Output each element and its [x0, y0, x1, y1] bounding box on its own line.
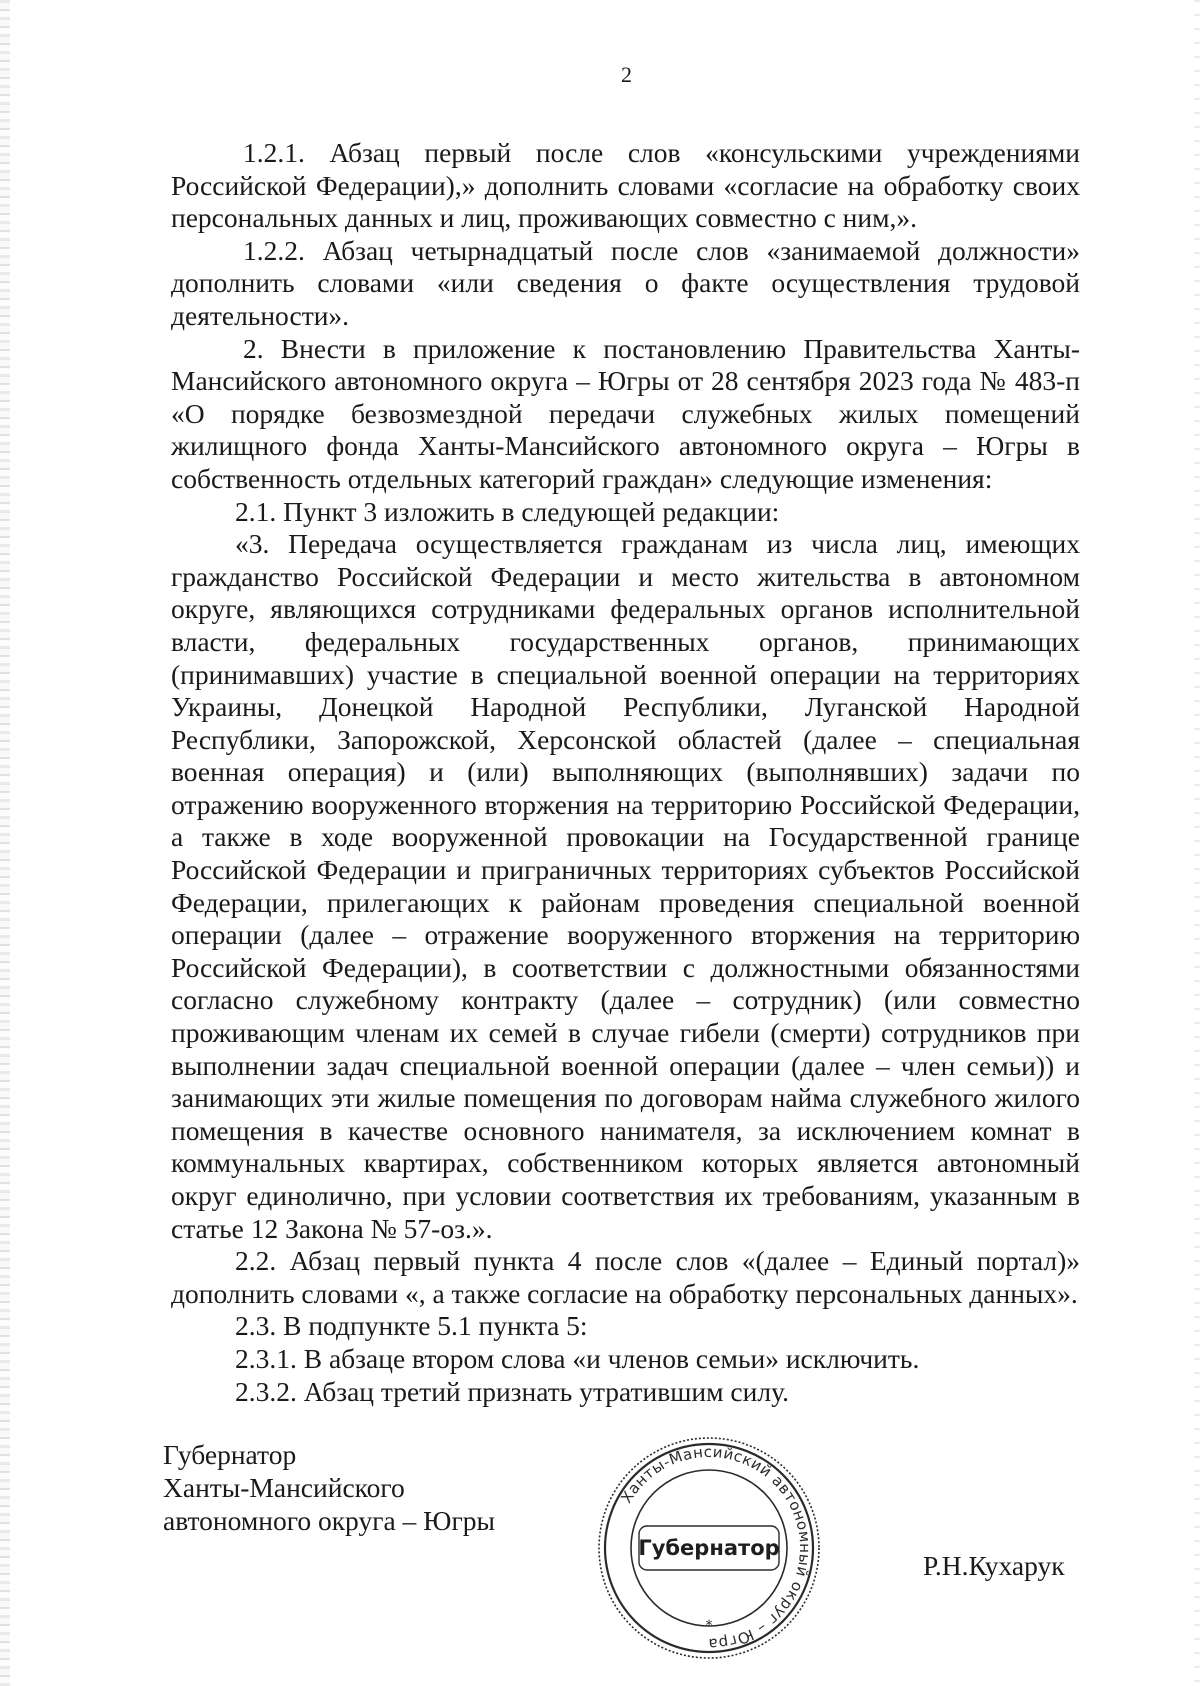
paragraph-1-2-1: 1.2.1. Абзац первый после слов «консульскими учреждениями Российской Федерации),» дополнить словами «согласие на обработку своих персональных данных и лиц, проживающих совместно с ним,». [171, 137, 1080, 234]
paragraph-2-3-1: 2.3.1. В абзаце втором слова «и членов семьи» исключить. [235, 1342, 920, 1374]
stamp-seal-icon [593, 1432, 825, 1664]
paragraph-2-1: 2.1. Пункт 3 изложить в следующей редакции: [235, 495, 780, 527]
stamp-ring-text: Ханты-Мансийский автономный округ – Югра [617, 1442, 815, 1654]
signature-block [163, 1438, 1123, 1658]
position-line: Ханты-Мансийского [163, 1472, 405, 1503]
svg-text:*: * [705, 1618, 713, 1634]
paragraph-2-3: 2.3. В подпункте 5.1 пункта 5: [235, 1310, 588, 1342]
position-line: автономного округа – Югры [163, 1505, 495, 1536]
paragraph-2-2: 2.2. Абзац первый пункта 4 после слов «(далее – Единый портал)» дополнить словами «, а также согласие на обработку персональных данных». [171, 1245, 1080, 1309]
signatory-position [163, 1438, 495, 1537]
paragraph-1-2-2: 1.2.2. Абзац четырнадцатый после слов «занимаемой должности» дополнить словами «или сведения о факте осуществления трудовой деятельности». [171, 234, 1080, 331]
paragraph-2-3-2: 2.3.2. Абзац третий признать утратившим силу. [235, 1375, 789, 1407]
page-number: 2 [621, 62, 632, 87]
paragraph-2: 2. Внести в приложение к постановлению Правительства Ханты-Мансийского автономного округа – Югры от 28 сентября 2023 года № 483-п «О порядке безвозмездной передачи служебных жилых помещений жилищного фонда Ханты-Мансийского автономного округа – Югры в собственность отдельных категорий граждан» следующие изменения: [171, 332, 1080, 494]
document-body [171, 137, 1080, 1408]
scan-edge-right [1194, 0, 1200, 1686]
position-line: Губернатор [163, 1439, 297, 1470]
paragraph-point-3: «3. Передача осуществляется гражданам из числа лиц, имеющих гражданство Российской Федерации и место жительства в автономном округе, являющихся сотрудниками федеральных органов исполнительной власти, федеральных государственных органов, принимающих (принимавших) участие в специальной военной операции на территориях Украины, Донецкой Народной Республики, Луганской Народной Республики, Запорожской, Херсонской областей (далее – специальная военная операция) и (или) выполняющих (выполнявших) задачи по отражению вооруженного вторжения на территорию Российской Федерации, а также в ходе вооруженной провокации на Государственной границе Российской Федерации и приграничных территориях субъектов Российской Федерации, прилегающих к районам проведения специальной военной операции (далее – отражение вооруженного вторжения на территорию Российской Федерации), в соответствии с должностными обязанностями согласно служебному контракту (далее – сотрудник) (или совместно проживающим членам их семей в случае гибели (смерти) сотрудников при выполнении задач специальной военной операции (далее – член семьи)) и занимающих эти жилые помещения по договорам найма служебного жилого помещения в качестве основного нанимателя, за исключением комнат в коммунальных квартирах, собственником которых является автономный округ единолично, при условии соответствия их требованиям, указанным в статье 12 Закона № 57-оз.». [171, 528, 1080, 1244]
scan-edge-left [0, 0, 10, 1686]
stamp-center-text: Губернатор [638, 1536, 780, 1560]
official-stamp [593, 1432, 825, 1664]
signer-name: Р.Н.Кухарук [923, 1550, 1065, 1581]
